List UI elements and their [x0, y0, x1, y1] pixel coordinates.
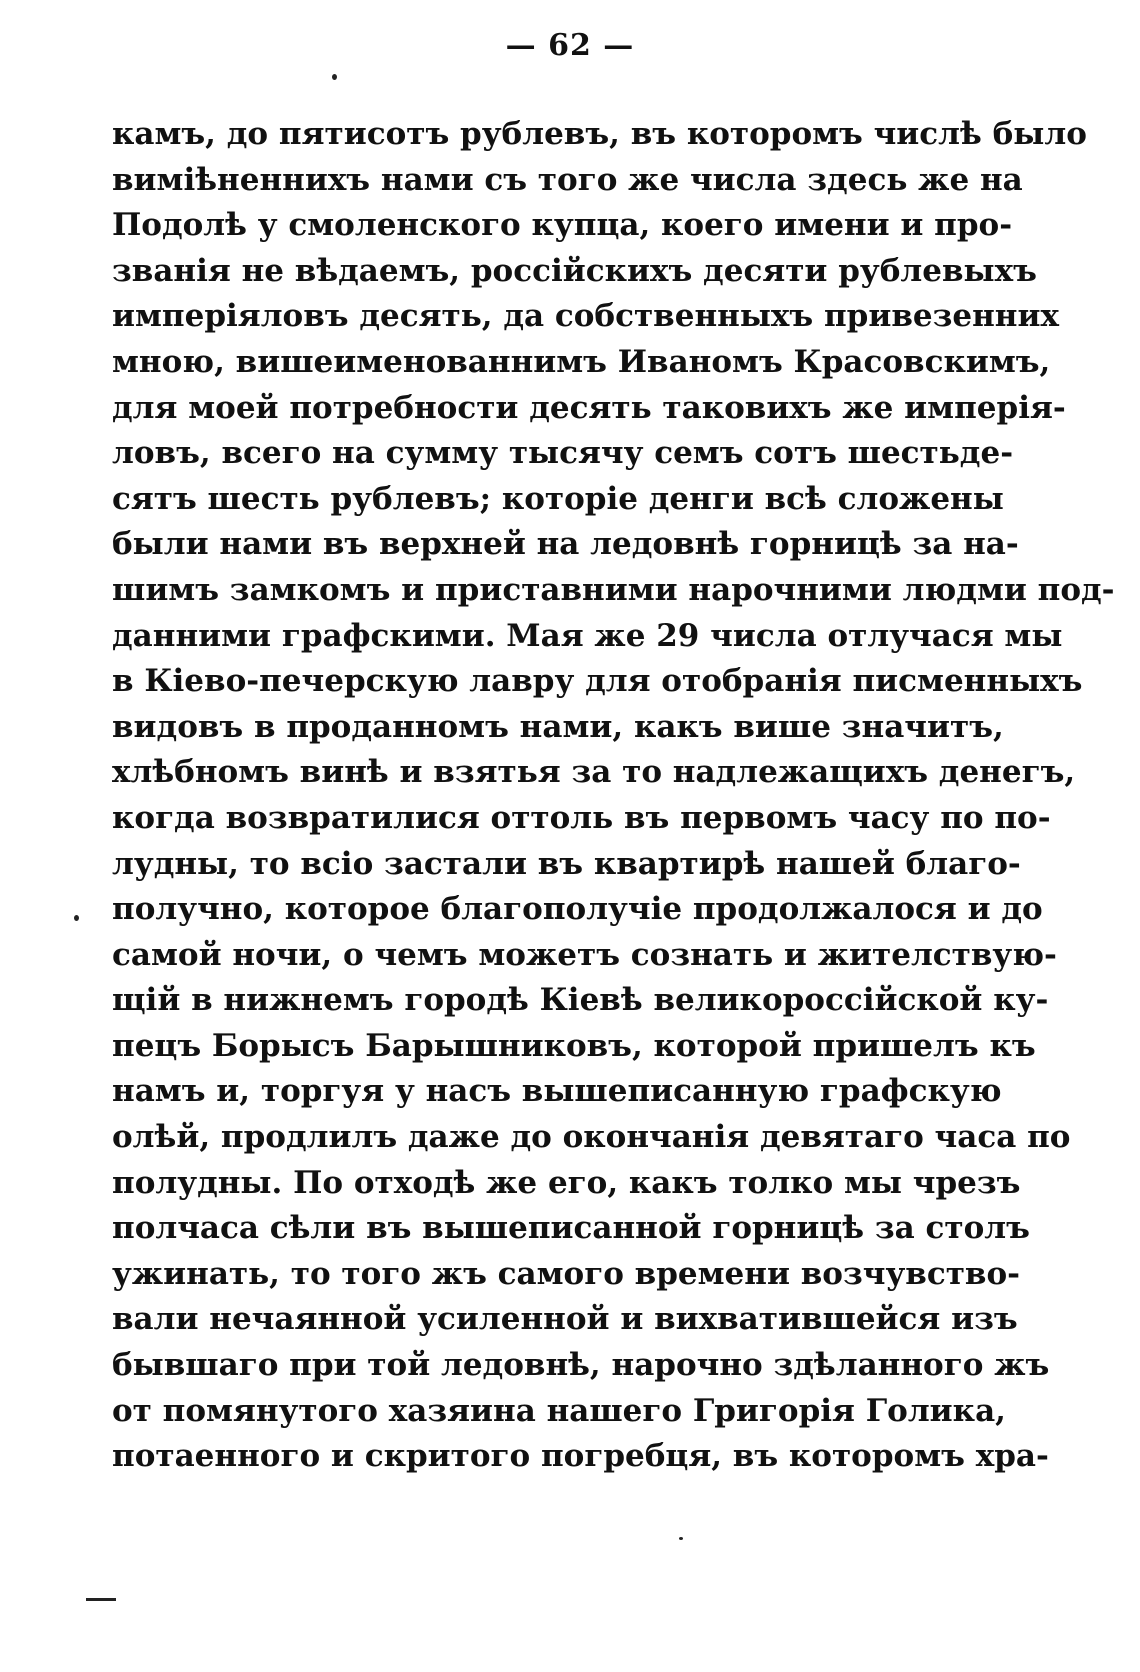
- page-number: — 62 —: [505, 28, 635, 63]
- ink-speck: [74, 915, 79, 921]
- text-line: полудны. По отходѣ же его, какъ толко мы чрезъ: [112, 1164, 1021, 1201]
- text-line: пецъ Борысъ Барышниковъ, которой пришелъ къ: [112, 1027, 1036, 1064]
- text-line: камъ, до пятисотъ рублевъ, въ которомъ числѣ было: [112, 116, 1087, 152]
- text-line: были нами въ верхней на ледовнѣ горницѣ за на-: [112, 526, 1019, 563]
- text-line: званія не вѣдаемъ, россійскихъ десяти рублевыхъ: [112, 252, 1037, 289]
- text-line: от помянутого хазяина нашего Григорія Голика,: [112, 1392, 1006, 1429]
- text-line: сятъ шесть рублевъ; которіе денги всѣ сложены: [112, 480, 1004, 517]
- text-line: олѣй, продлилъ даже до окончанія девятаго часа по: [112, 1119, 1071, 1156]
- ink-speck: [332, 74, 337, 80]
- text-line: лудны, то всіо застали въ квартирѣ нашей благо-: [112, 845, 1021, 882]
- text-line: для моей потребности десять таковихъ же имперія-: [112, 389, 1066, 426]
- ink-speck: [679, 1537, 683, 1540]
- text-line: хлѣбномъ винѣ и взятья за то надлежащихъ денегъ,: [112, 754, 1076, 791]
- text-line: шимъ замкомъ и приставними нарочними людми под-: [112, 571, 1115, 608]
- text-line: вали нечаянной усиленной и вихватившейся изъ: [112, 1301, 1018, 1338]
- text-line: виміѣненнихъ нами съ того же числа здесь же на: [112, 161, 1023, 198]
- text-line: имперіяловъ десять, да собственныхъ привезенних: [112, 298, 1059, 335]
- text-line: полчаса сѣли въ вышеписанной горницѣ за столъ: [112, 1210, 1030, 1247]
- text-line: бывшаго при той ледовнѣ, нарочно здѣланного жъ: [112, 1347, 1050, 1384]
- text-line: видовъ в проданномъ нами, какъ више значитъ,: [112, 708, 1004, 745]
- text-line: щій в нижнемъ городѣ Кіевѣ великороссійской ку-: [112, 982, 1049, 1019]
- text-line: мною, вишеименованнимъ Иваномъ Красовскимъ,: [112, 343, 1051, 380]
- text-line: Подолѣ у смоленского купца, коего имени и про-: [112, 207, 1013, 244]
- text-line: самой ночи, о чемъ можетъ сознать и жителствую-: [112, 936, 1057, 973]
- text-line: ловъ, всего на сумму тысячу семъ сотъ шестьде-: [112, 435, 1014, 472]
- text-line: намъ и, торгуя у насъ вышеписанную графскую: [112, 1073, 1002, 1110]
- text-line: когда возвратилися оттоль въ первомъ часу по по-: [112, 799, 1051, 836]
- text-line: ужинать, то того жъ самого времени возчувство-: [112, 1255, 1020, 1292]
- text-line: данними графскими. Мая же 29 числа отлучася мы: [112, 617, 1063, 654]
- margin-mark: [86, 1598, 116, 1601]
- body-text: [112, 112, 1115, 1480]
- text-line: потаенного и скритого погребця, въ которомъ хра-: [112, 1438, 1049, 1475]
- text-line: получно, которое благополучіе продолжалося и до: [112, 891, 1043, 928]
- text-line: в Кіево-печерскую лавру для отобранія писменныхъ: [112, 663, 1083, 700]
